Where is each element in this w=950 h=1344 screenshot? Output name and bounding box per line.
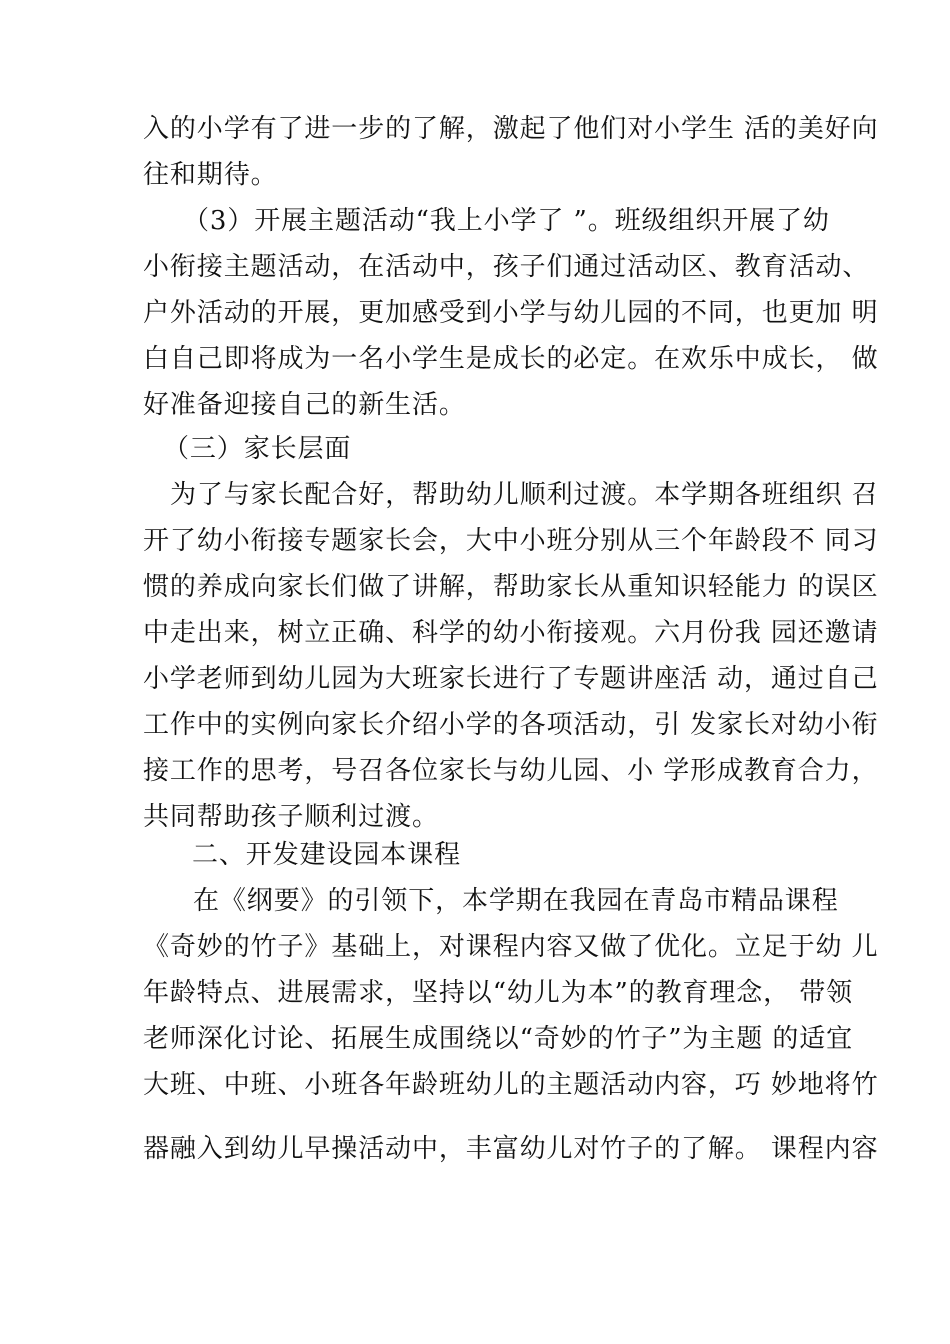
text-line: 小学老师到幼儿园为大班家长进行了专题讲座活 动，通过自己 — [143, 664, 879, 694]
section-heading: （三）家长层面 — [163, 434, 352, 464]
text-line: 小衔接主题活动，在活动中，孩子们通过活动区、教育活动、 — [143, 252, 870, 282]
text-line: 入的小学有了进一步的了解，激起了他们对小学生 活的美好向 — [143, 114, 879, 144]
text-line: 工作中的实例向家长介绍小学的各项活动，引 发家长对幼小衔 — [143, 710, 879, 740]
text-line: 往和期待。 — [143, 160, 278, 190]
text-line: 白自己即将成为一名小学生是成长的必定。在欢乐中成长， 做 — [143, 344, 879, 374]
text-line: 《奇妙的竹子》基础上，对课程内容又做了优化。立足于幼 儿 — [143, 932, 879, 962]
text-line: 中走出来，树立正确、科学的幼小衔接观。六月份我 园还邀请 — [143, 618, 879, 648]
text-line: 开了幼小衔接专题家长会，大中小班分别从三个年龄段不 同习 — [143, 526, 879, 556]
text-line: 好准备迎接自己的新生活。 — [143, 390, 466, 420]
text-line: 在《纲要》的引领下，本学期在我园在青岛市精品课程 — [193, 886, 839, 916]
text-line: 器融入到幼儿早操活动中，丰富幼儿对竹子的了解。 课程内容 — [143, 1134, 879, 1164]
text-line: 年龄特点、进展需求，坚持以“幼儿为本”的教育理念， 带领 — [143, 978, 854, 1008]
text-line: 户外活动的开展，更加感受到小学与幼儿园的不同，也更加 明 — [143, 298, 879, 328]
text-line: 大班、中班、小班各年龄班幼儿的主题活动内容，巧 妙地将竹 — [143, 1070, 879, 1100]
text-line: 老师深化讨论、拓展生成围绕以“奇妙的竹子”为主题 的适宜 — [143, 1024, 854, 1054]
text-line: 为了与家长配合好，帮助幼儿顺利过渡。本学期各班组织 召 — [170, 480, 879, 510]
text-line: 接工作的思考，号召各位家长与幼儿园、小 学形成教育合力， — [143, 756, 879, 786]
text-line: （3）开展主题活动“我上小学了 ”。班级组织开展了幼 — [183, 206, 830, 236]
text-line: 惯的养成向家长们做了讲解，帮助家长从重知识轻能力 的误区 — [143, 572, 879, 602]
section-heading: 二、开发建设园本课程 — [192, 840, 462, 870]
text-line: 共同帮助孩子顺利过渡。 — [143, 802, 439, 832]
